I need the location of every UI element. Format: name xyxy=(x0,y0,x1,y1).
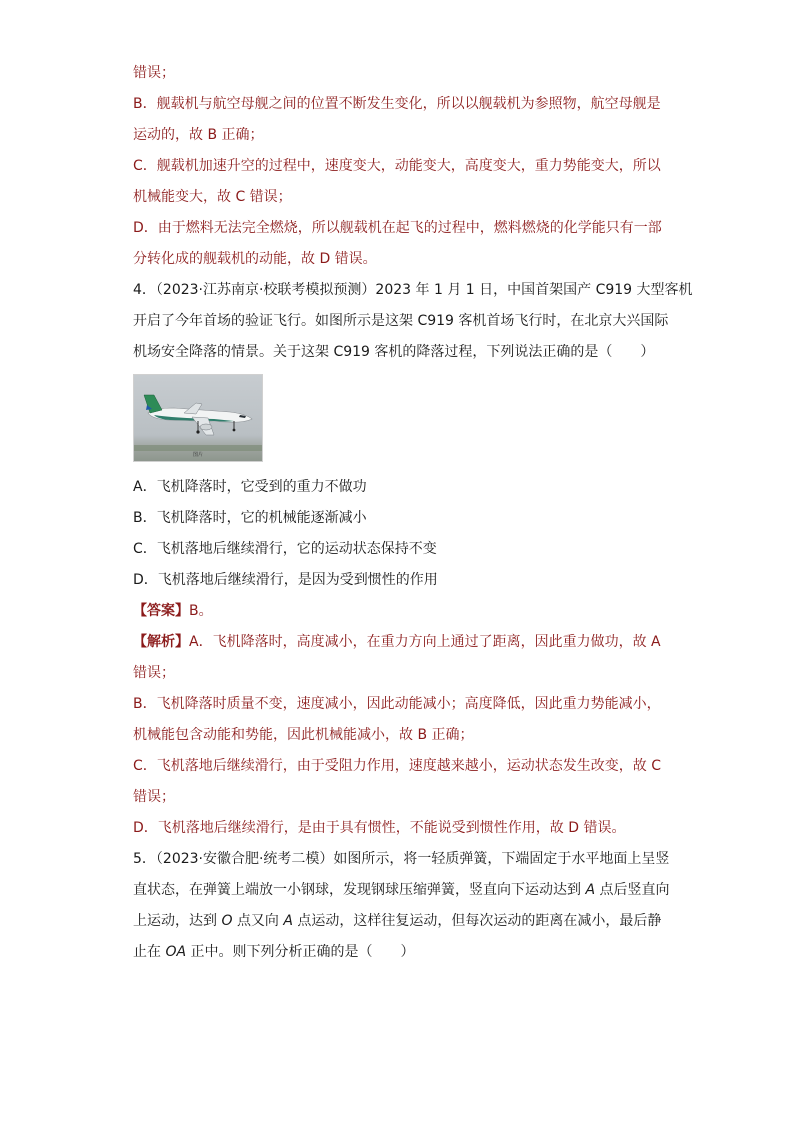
question-stem-line xyxy=(133,906,663,937)
stem-text: 正中。则下列分析正确的是（ ） xyxy=(190,944,415,960)
variable-a: A xyxy=(585,882,596,898)
q3-explanation-continued xyxy=(133,58,663,275)
text-line: D．由于燃料无法完全燃烧，所以舰载机在起飞的过程中，燃料燃烧的化学能只有一部 xyxy=(133,220,662,236)
question-stem-line: 5．（2023·安徽合肥·统考二模）如图所示，将一轻质弹簧，下端固定于水平地面上呈竖 xyxy=(133,851,670,867)
text-line: 机械能变大，故 C 错误； xyxy=(133,189,292,205)
text-line: 运动的，故 B 正确； xyxy=(133,127,264,143)
question-stem-line xyxy=(133,937,663,968)
answer-line xyxy=(133,596,663,627)
analysis-text: A．飞机降落时，高度减小，在重力方向上通过了距离，因此重力做功，故 A xyxy=(189,634,661,650)
analysis-line: B．飞机降落时质量不变，速度减小，因此动能减小；高度降低，因此重力势能减小， xyxy=(133,696,661,712)
analysis-line: D．飞机落地后继续滑行，是由于具有惯性，不能说受到惯性作用，故 D 错误。 xyxy=(133,820,626,836)
question-stem-line: 4．（2023·江苏南京·校联考模拟预测）2023 年 1 月 1 日，中国首架国产 C919 大型客机 xyxy=(133,282,693,298)
text-line: B．舰载机与航空母舰之间的位置不断发生变化，所以以舰载机为参照物，航空母舰是 xyxy=(133,96,661,112)
option-a: A．飞机降落时，它受到的重力不做功 xyxy=(133,479,367,495)
analysis-line: C．飞机落地后继续滑行，由于受阻力作用，速度越来越小，运动状态发生改变，故 C xyxy=(133,758,661,774)
stem-text: 点运动，这样往复运动，但每次运动的距离在减小，最后静 xyxy=(297,913,662,929)
text-line: 分转化成的舰载机的动能，故 D 错误。 xyxy=(133,251,377,267)
stem-text: 直状态，在弹簧上端放一小钢球，发现钢球压缩弹簧，竖直向下运动达到 xyxy=(133,882,581,898)
photo-caption: 图片 xyxy=(192,452,203,458)
option-b: B．飞机降落时，它的机械能逐渐减小 xyxy=(133,510,367,526)
text-line: C．舰载机加速升空的过程中，速度变大，动能变大，高度变大，重力势能变大，所以 xyxy=(133,158,661,174)
airplane-icon xyxy=(134,375,262,461)
stem-text: 点后竖直向 xyxy=(599,882,670,898)
text-line: 错误； xyxy=(133,65,175,81)
variable-a: A xyxy=(283,913,293,929)
analysis-line: 错误； xyxy=(133,665,175,681)
stem-text: 止在 xyxy=(133,944,161,960)
stem-text: 上运动，达到 xyxy=(133,913,217,929)
question-5 xyxy=(133,844,670,968)
analysis-line: 错误； xyxy=(133,789,175,805)
analysis-tag: 【解析】 xyxy=(133,634,189,650)
c919-airplane-photo xyxy=(133,374,263,462)
answer-tag: 【答案】 xyxy=(133,603,189,619)
question-4 xyxy=(133,275,693,844)
stem-text: 点又向 xyxy=(236,913,279,929)
variable-o: O xyxy=(221,913,233,929)
analysis-line xyxy=(133,627,663,658)
answer-value: B。 xyxy=(189,603,213,619)
question-stem-line: 机场安全降落的情景。关于这架 C919 客机的降落过程，下列说法正确的是（ ） xyxy=(133,344,655,360)
question-stem-line: 开启了今年首场的验证飞行。如图所示是这架 C919 客机首场飞行时，在北京大兴国际 xyxy=(133,313,669,329)
option-d: D．飞机落地后继续滑行，是因为受到惯性的作用 xyxy=(133,572,438,588)
analysis-line: 机械能包含动能和势能，因此机械能减小，故 B 正确； xyxy=(133,727,474,743)
option-c: C．飞机落地后继续滑行，它的运动状态保持不变 xyxy=(133,541,437,557)
variable-oa: OA xyxy=(165,944,187,960)
document-page xyxy=(133,58,693,968)
question-stem-line xyxy=(133,875,670,906)
